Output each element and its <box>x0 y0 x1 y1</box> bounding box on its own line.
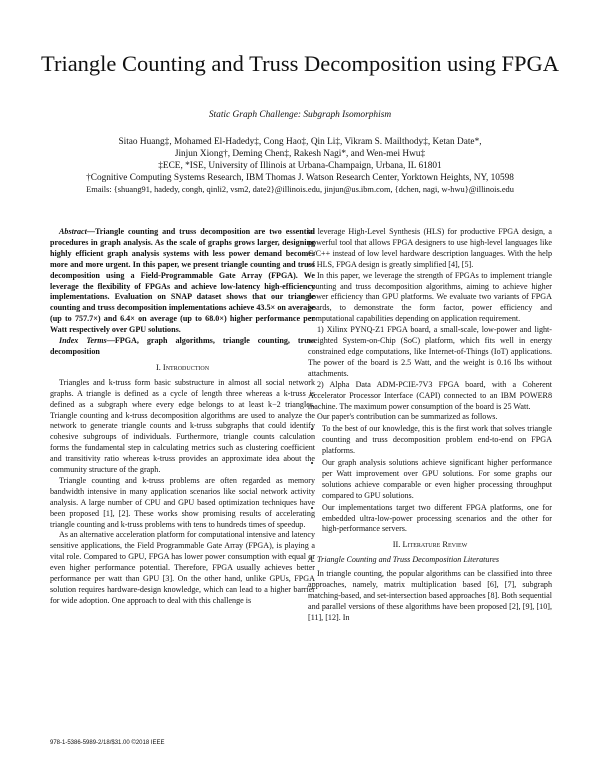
right-column <box>308 227 552 624</box>
copyright-footer: 978-1-5386-5989-2/18/$31.00 ©2018 IEEE <box>50 740 165 746</box>
section-heading-introduction: I. Introduction <box>155 362 210 372</box>
intro-paragraph-3: As an alternative acceleration platform for computational intensive and latency sensitive applications, the Field Programmable Gate Array (FPGA), is playing a vital role. Compared to GPU, FPGA has lower power consumption with equal or even higher performance potential. Therefore, FPGA usually achieves better performance per watt than GPU [3]. On the other hand, unlike GPUs, FPGA solution requires hardware-design knowledge, which can lead to a higher barrier for wide adoption. One approach to deal with this challenge is <box>50 530 315 605</box>
contribution-item: • To the best of our knowledge, this is the first work that solves triangle counting and truss decomposition problem end-to-end on FPGA platforms. <box>322 424 552 457</box>
subsection-heading: A. Triangle Counting and Truss Decomposition Literatures <box>308 555 500 565</box>
affiliation-2: †Cognitive Computing Systems Research, IBM Thomas J. Watson Research Center, Yorktown Heights, NY, 10598 <box>86 173 514 183</box>
board-item-1: 1) Xilinx PYNQ-Z1 FPGA board, a small-scale, low-power and light-weighted System-on-Chip (SoC) platform, which fits well in energy constrained edge computations, like Internet-of-Things (IoT) applications. The power of the board is 2.5 Watt, and the weight is 0.16 lbs without attachments. <box>308 325 552 378</box>
author-block <box>0 136 600 196</box>
paper-title: Triangle Counting and Truss Decomposition using FPGA <box>41 51 559 76</box>
affiliation-1: ‡ECE, *ISE, University of Illinois at Urbana-Champaign, Urbana, IL 61801 <box>158 161 442 171</box>
contribution-list <box>308 424 552 535</box>
right-paragraph-2: In this paper, we leverage the strength of FPGAs to implement triangle counting and truss decomposition algorithms, aiming to achieve higher power efficiency than GPU platforms. We evaluate two variants of FPGA boards, to demonstrate the form factor, power efficiency and computational capabilities depending on application requirement. <box>308 270 552 324</box>
authors-line-1: Sitao Huang‡, Mohamed El-Hadedy‡, Cong Hao‡, Qin Li‡, Vikram S. Mailthody‡, Ketan Date*, <box>118 137 482 147</box>
literature-paragraph-1: In triangle counting, the popular algorithms can be classified into three approaches, namely, matrix multiplication based [6], [7], subgraph matching-based, and set-intersection based approaches [8]. Both sequential and parallel versions of these algorithms have been proposed [2], [9], [10], [11], [12]. In <box>308 569 552 622</box>
paper-subtitle: Static Graph Challenge: Subgraph Isomorphism <box>208 110 392 120</box>
contribution-intro: Our paper's contribution can be summarized as follows. <box>317 412 498 422</box>
board-item-2: 2) Alpha Data ADM-PCIE-7V3 FPGA board, with a Coherent Accelerator Processor Interface (CAPI) connected to an IBM POWER8 machine. The maximum power consumption of the board is 25 Watt. <box>308 379 552 411</box>
emails: Emails: {shuang91, hadedy, congh, qinli2, vsm2, date2}@illinois.edu, jinjun@us.ibm.com, {dchen, nagi, w-hwu}@illinois.edu <box>86 185 514 194</box>
contribution-item: • Our implementations target two different FPGA platforms, one for embedded ultra-low-power processing scenarios and the other for high-performance servers. <box>322 503 552 536</box>
intro-paragraph-2: Triangle counting and k-truss problems are often regarded as memory bandwidth intensive in many application scenarios like social network activity analysis. A large number of CPU and GPU based optimization techniques have been proposed [1], [2]. These works show promising results of accelerating triangle counting and k-truss problems with tens to hundreds times of speedup. <box>50 475 315 529</box>
authors-line-2: Jinjun Xiong†, Deming Chen‡, Rakesh Nagi*, and Wen-mei Hwu‡ <box>174 149 426 159</box>
left-column <box>50 227 315 607</box>
contribution-item: • Our graph analysis solutions achieve significant higher performance per Watt improvement over GPU solutions. For some graphs our solutions achieve comparable or even higher processing throughput compared to GPU solutions. <box>322 458 552 502</box>
right-paragraph-1: to leverage High-Level Synthesis (HLS) for productive FPGA design, a powerful tool that allows FPGA designers to use high-level languages like C/C++ instead of low level hardware description languages. With the help of HLS, FPGA design is greatly simplified [4], [5]. <box>308 227 552 269</box>
index-terms: Index Terms—FPGA, graph algorithms, triangle counting, truss decomposition <box>50 336 316 356</box>
abstract: Abstract—Triangle counting and truss decomposition are two essential procedures in graph analysis. As the scale of graphs grows larger, designing highly efficient graph analysis systems with less power demand becomes more and more urgent. In this paper, we present triangle counting and truss decomposition using a Field-Programmable Gate Array (FPGA). We leverage the flexibility of FPGAs and achieve low-latency high-efficiency implementations. Evaluation on SNAP dataset shows that our triangle counting and truss decomposition implementations achieve 43.5× on average (up to 757.7×) and 6.4× on average (up to 68.0×) higher performance per Watt respectively over GPU solutions. <box>50 227 315 335</box>
section-heading-literature: II. Literature Review <box>392 540 468 550</box>
intro-paragraph-1: Triangles and k-truss form basic substructure in almost all social network graphs. A triangle is defined as a cycle of length three whereas a k-truss is defined as a subgraph where every edge belongs to at least k−2 triangles. Triangle counting and k-truss decomposition algorithms are used to analyze the network to generate triangle counts and k-truss subgraphs that could identify cohesive subgroups of individuals. Furthermore, triangle counts calculation forms the fundamental step in calculating metrics such as clustering coefficient and transitivity ratio whereas k-truss provides an approximate idea about the community structure of the graph. <box>50 377 315 475</box>
